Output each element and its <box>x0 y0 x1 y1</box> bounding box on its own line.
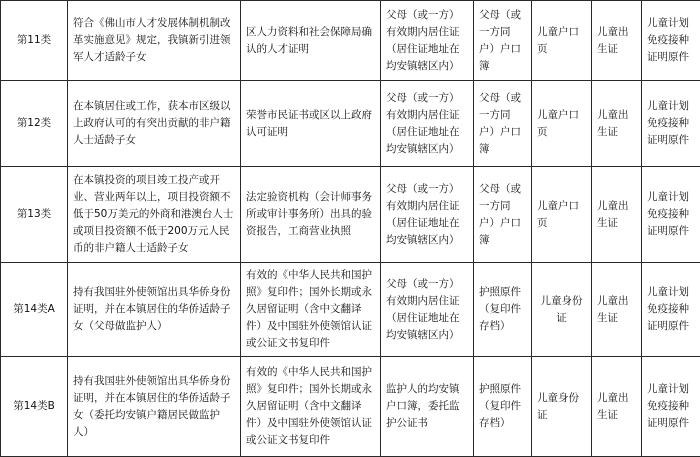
vaccine-cell: 儿童计划免疫接种证明原件 <box>642 81 700 167</box>
birth-cert-cell: 儿童出生证 <box>592 167 642 263</box>
birth-cert-cell: 儿童出生证 <box>592 263 642 357</box>
household-cell: 护照原件（复印件存档） <box>474 357 532 457</box>
category-cell: 第14类B <box>1 357 68 457</box>
vaccine-cell: 儿童计划免疫接种证明原件 <box>642 357 700 457</box>
table-row <box>1 81 700 167</box>
table-row <box>1 1 700 81</box>
residence-cell: 监护人的均安镇户口簿，委托监护公证书 <box>381 357 474 457</box>
birth-cert-cell: 儿童出生证 <box>592 81 642 167</box>
conditions-cell: 在本镇投资的项目竣工投产或开业、营业两年以上，项目投资额不低于50万美元的外商和港澳台人士或项目投资额不低于200万元人民币的非户籍人士适龄子女 <box>68 167 241 263</box>
vaccine-cell: 儿童计划免疫接种证明原件 <box>642 167 700 263</box>
conditions-cell: 在本镇居住或工作，获本市区级以上政府认可的有突出贡献的非户籍人士适龄子女 <box>68 81 241 167</box>
residence-cell: 父母（或一方）有效期内居住证（居住证地址在均安镇辖区内） <box>381 81 474 167</box>
table-row <box>1 167 700 263</box>
proof-cell: 法定验资机构（会计师事务所或审计事务所）出具的验资报告，工商营业执照 <box>241 167 381 263</box>
vaccine-cell: 儿童计划免疫接种证明原件 <box>642 1 700 81</box>
proof-cell: 有效的《中华人民共和国护照》复印件；国外长期或永久居留证明（含中文翻译件）及中国驻外使领馆认证或公证文书复印件 <box>241 357 381 457</box>
household-cell: 父母（或一方同户）户口簿 <box>474 81 532 167</box>
child-household-cell: 儿童身份证 <box>532 357 592 457</box>
child-household-cell: 儿童身份证 <box>532 263 592 357</box>
household-cell: 护照原件（复印件存档） <box>474 263 532 357</box>
conditions-cell: 持有我国驻外使领馆出具华侨身份证明，并在本镇居住的华侨适龄子女（委托均安镇户籍居民做监护人） <box>68 357 241 457</box>
vaccine-cell: 儿童计划免疫接种证明原件 <box>642 263 700 357</box>
residence-cell: 父母（或一方）有效期内居住证（居住证地址在均安镇辖区内） <box>381 1 474 81</box>
birth-cert-cell: 儿童出生证 <box>592 1 642 81</box>
category-cell: 第12类 <box>1 81 68 167</box>
residence-cell: 父母（或一方）有效期内居住证（居住证地址在均安镇辖区内） <box>381 263 474 357</box>
table-row <box>1 263 700 357</box>
proof-cell: 有效的《中华人民共和国护照》复印件；国外长期或永久居留证明（含中文翻译件）及中国驻外使领馆认证或公证文书复印件 <box>241 263 381 357</box>
household-cell: 父母（或一方同户）户口簿 <box>474 167 532 263</box>
proof-cell: 荣誉市民证书或区以上政府认可证明 <box>241 81 381 167</box>
child-household-cell: 儿童户口页 <box>532 167 592 263</box>
birth-cert-cell: 儿童出生证 <box>592 357 642 457</box>
conditions-cell: 符合《佛山市人才发展体制机制改革实施意见》规定，我镇新引进领军人才适龄子女 <box>68 1 241 81</box>
household-cell: 父母（或一方同户）户口簿 <box>474 1 532 81</box>
proof-cell: 区人力资料和社会保障局确认的人才证明 <box>241 1 381 81</box>
child-household-cell: 儿童户口页 <box>532 1 592 81</box>
category-cell: 第13类 <box>1 167 68 263</box>
residence-cell: 父母（或一方）有效期内居住证（居住证地址在均安镇辖区内） <box>381 167 474 263</box>
conditions-cell: 持有我国驻外使领馆出具华侨身份证明，并在本镇居住的华侨适龄子女（父母做监护人） <box>68 263 241 357</box>
category-cell: 第11类 <box>1 1 68 81</box>
category-cell: 第14类A <box>1 263 68 357</box>
child-household-cell: 儿童户口页 <box>532 81 592 167</box>
table-row <box>1 357 700 457</box>
